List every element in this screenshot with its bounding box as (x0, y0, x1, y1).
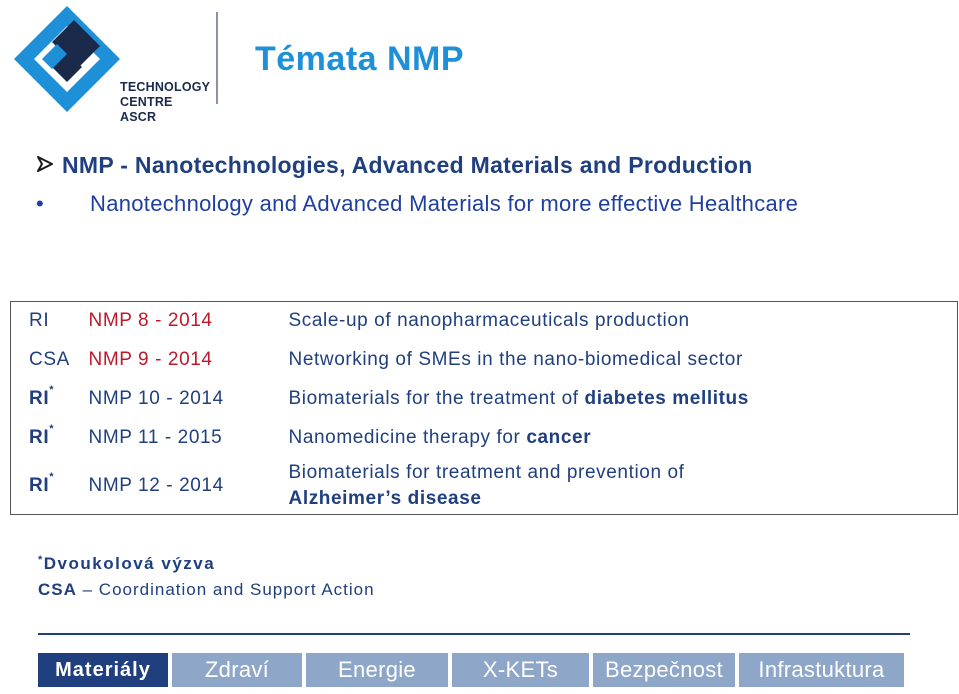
nav-tab-materi-ly[interactable]: Materiály (38, 653, 168, 687)
table-row (11, 458, 958, 515)
table-row (11, 380, 958, 419)
row-description: Biomaterials for the treatment of diabetes mellitus (288, 388, 749, 409)
row-description: Scale-up of nanopharmaceuticals production (288, 310, 690, 332)
footnote-star-text: Dvoukolová výzva (43, 554, 216, 573)
nav-tab-zdrav-[interactable]: Zdraví (172, 653, 302, 687)
arrow-bullet-icon (36, 152, 62, 179)
nav-divider (38, 633, 910, 635)
footnote-csa-line (38, 577, 375, 603)
logo-text: TECHNOLOGY CENTRE ASCR (120, 80, 211, 124)
row-type: RI (29, 310, 50, 332)
row-type: CSA (29, 349, 70, 370)
table-row (11, 419, 958, 458)
row-code: NMP 8 - 2014 (88, 310, 213, 332)
topic-nav (38, 653, 904, 687)
logo-divider (216, 12, 218, 104)
footnote-csa-key: CSA (38, 580, 77, 599)
footnote-star-line: *Dvoukolová výzva (38, 554, 216, 573)
row-code: NMP 12 - 2014 (88, 474, 224, 496)
row-type: RI* (29, 423, 55, 448)
dot-bullet-icon: • (36, 191, 45, 216)
footnote (38, 551, 375, 603)
row-description: Networking of SMEs in the nano-biomedical sector (288, 349, 743, 370)
row-description: Biomaterials for treatment and prevention of Alzheimer’s disease (288, 461, 685, 509)
headline-text: NMP - Nanotechnologies, Advanced Materials and Production (62, 152, 753, 178)
table-row (11, 341, 958, 380)
technology-centre-logo (12, 4, 211, 124)
footnote-csa-text: – Coordination and Support Action (76, 580, 375, 599)
page-title: Témata NMP (255, 40, 465, 78)
logo-mark-icon (12, 4, 122, 114)
bullet-text: Nanotechnology and Advanced Materials for more effective Healthcare (90, 191, 799, 216)
table-row (11, 302, 958, 341)
nav-tab-infrastuktura[interactable]: Infrastuktura (739, 653, 904, 687)
row-code: NMP 10 - 2014 (88, 388, 224, 409)
nav-tab-bezpe-nost[interactable]: Bezpečnost (593, 653, 735, 687)
row-code: NMP 11 - 2015 (88, 427, 223, 448)
row-description: Nanomedicine therapy for cancer (288, 427, 592, 448)
nav-tab-x-kets[interactable]: X-KETs (452, 653, 589, 687)
row-type: RI* (29, 470, 55, 496)
section-headline (36, 152, 753, 179)
row-type: RI* (29, 384, 55, 409)
bullet-item (36, 186, 876, 222)
row-code: NMP 9 - 2014 (88, 349, 213, 370)
topics-table (10, 301, 958, 515)
nav-tab-energie[interactable]: Energie (306, 653, 448, 687)
